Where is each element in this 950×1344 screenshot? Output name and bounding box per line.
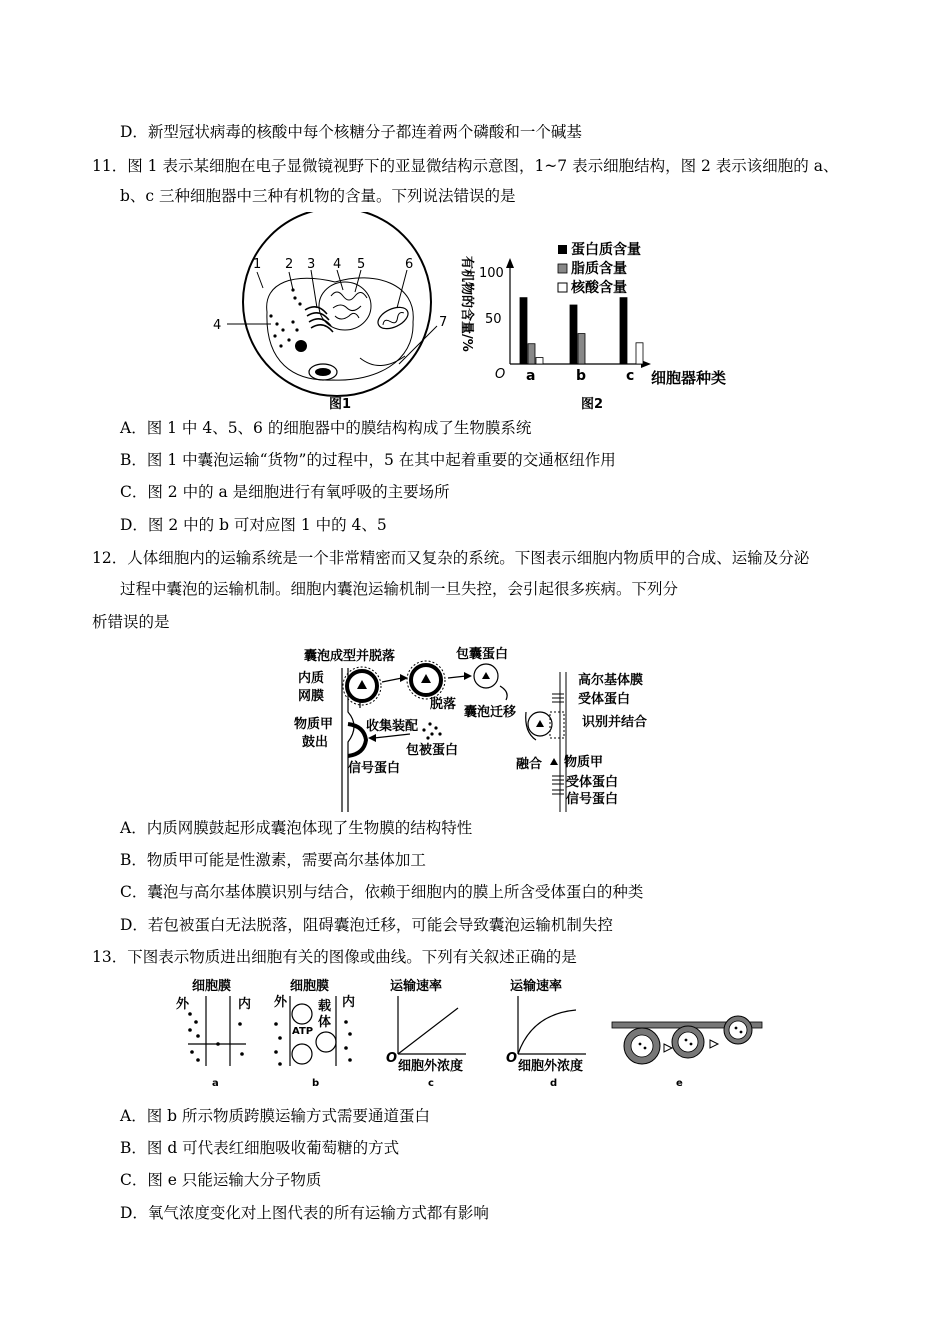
panel-c-origin: O <box>386 1051 398 1066</box>
fig1-label-6: 6 <box>405 257 414 272</box>
diag-label-detach: 脱落 <box>430 697 457 712</box>
q10-option-d: D．新型冠状病毒的核酸中每个核糖分子都连着两个磷酸和一个碱基 <box>120 123 582 141</box>
fig1-caption: 图1 <box>329 397 352 412</box>
fig1-label-4-left: 4 <box>213 318 222 333</box>
q12-vesicle-diagram <box>290 642 670 812</box>
q11-option-d: D．图 2 中的 b 可对应图 1 中的 4、5 <box>120 516 387 534</box>
fig1-label-5: 5 <box>357 257 366 272</box>
category-label-a: a <box>526 368 536 384</box>
panel-c-title: 运输速率 <box>390 979 443 994</box>
panel-b-caption: b <box>312 1078 320 1089</box>
diag-label-sub2: 鼓出 <box>302 735 329 750</box>
q11-stem-line2: b、c 三种细胞器中三种有机物的含量。下列说法错误的是 <box>120 187 516 205</box>
q11-option-c: C．图 2 中的 a 是细胞进行有氧呼吸的主要场所 <box>120 483 450 501</box>
chart-tick-50: 50 <box>485 311 502 327</box>
diag-label-signal2: 信号蛋白 <box>566 792 619 807</box>
docking-vesicle <box>528 712 564 738</box>
panel-d-xlabel: 细胞外浓度 <box>518 1059 584 1074</box>
fig1-label-1: 1 <box>253 257 262 272</box>
diag-label-coated: 包被蛋白 <box>406 743 459 758</box>
diag-label-er1: 内质 <box>298 671 325 686</box>
coat-protein-dots <box>422 722 441 739</box>
chart-origin: O <box>495 367 506 382</box>
panel-a-title: 细胞膜 <box>192 979 232 994</box>
q13-option-a: A．图 b 所示物质跨膜运输方式需要通道蛋白 <box>120 1107 430 1125</box>
diag-label-form: 囊泡成型并脱落 <box>304 649 396 664</box>
q12-option-b: B．物质甲可能是性激素，需要高尔基体加工 <box>120 851 426 869</box>
panel-a-caption: a <box>212 1078 219 1089</box>
diag-label-signal: 信号蛋白 <box>348 761 401 776</box>
fig1-label-2: 2 <box>285 257 294 272</box>
legend-swatch-protein <box>558 245 567 254</box>
chart-legend <box>558 241 641 296</box>
panel-a-molecules <box>188 1012 244 1062</box>
chart-y-arrow <box>506 258 514 268</box>
panel-b-out: 外 <box>274 995 288 1010</box>
diag-label-receptor: 受体蛋白 <box>578 692 631 707</box>
q12-option-a: A．内质网膜鼓起形成囊泡体现了生物膜的结构特性 <box>120 819 473 837</box>
panel-c-caption: c <box>428 1078 434 1089</box>
q12-stem-line2: 过程中囊泡的运输机制。细胞内囊泡运输机制一旦失控，会引起很多疾病。下列分 <box>120 580 679 598</box>
q11-option-b: B．图 1 中囊泡运输“货物”的过程中，5 在其中起着重要的交通枢纽作用 <box>120 451 616 469</box>
q11-option-a: A．图 1 中 4、5、6 的细胞器中的膜结构构成了生物膜系统 <box>120 419 532 437</box>
panel-a-in: 内 <box>238 997 252 1012</box>
category-label-c: c <box>626 368 635 384</box>
bar-b-lipid <box>578 334 585 364</box>
diag-label-recog: 识别并结合 <box>582 715 648 730</box>
q13-option-c: C．图 e 只能运输大分子物质 <box>120 1171 322 1189</box>
mitochondrion <box>375 303 412 333</box>
bar-a-nucleic <box>536 358 543 364</box>
q13-option-b: B．图 d 可代表红细胞吸收葡萄糖的方式 <box>120 1139 400 1157</box>
q11-figure2-chart <box>455 238 745 413</box>
budding-vesicle <box>348 724 366 756</box>
legend-lipid: 脂质含量 <box>571 261 627 277</box>
diag-label-sub1: 物质甲 <box>294 717 334 732</box>
diag-label-fuse: 融合 <box>516 757 543 772</box>
diag-label-receptor2: 受体蛋白 <box>566 775 619 790</box>
panel-b-carrier2: 体 <box>318 1015 332 1030</box>
panel-a-out: 外 <box>176 997 190 1012</box>
fig1-label-3: 3 <box>307 257 316 272</box>
q12-stem-line1: 12．人体细胞内的运输系统是一个非常精密而又复杂的系统。下图表示细胞内物质甲的合成、运输及分泌 <box>92 549 810 567</box>
fig1-label-4: 4 <box>333 257 342 272</box>
legend-protein: 蛋白质含量 <box>571 242 641 258</box>
legend-swatch-lipid <box>558 264 567 273</box>
diag-label-collect: 收集装配 <box>366 719 419 734</box>
vacuole <box>309 364 337 380</box>
panel-e-caption: e <box>676 1078 683 1089</box>
golgi-membrane <box>552 672 566 812</box>
bar-c-protein <box>620 298 627 364</box>
diag-label-er2: 网膜 <box>298 689 325 704</box>
bar-a-lipid <box>528 344 535 364</box>
uncoated-vesicle <box>474 664 498 688</box>
diag-label-migrate: 囊泡迁移 <box>464 705 517 720</box>
q12-option-c: C．囊泡与高尔基体膜识别与结合，依赖于细胞内的膜上所含受体蛋白的种类 <box>120 883 644 901</box>
er-dots <box>269 288 301 347</box>
released-substance <box>550 758 558 765</box>
panel-d-caption: d <box>550 1078 558 1089</box>
coated-vesicle-left <box>343 667 381 705</box>
bar-c-nucleic <box>636 343 643 364</box>
coated-vesicle-mid <box>407 661 445 699</box>
chart-y-label: 有机物的含量/% <box>459 256 474 352</box>
category-label-b: b <box>576 368 587 384</box>
panel-d-origin: O <box>506 1051 518 1066</box>
fig1-label-7: 7 <box>439 315 448 330</box>
panel-b-carrier1: 载 <box>318 999 332 1014</box>
panel-c-graph <box>398 996 466 1054</box>
centriole-gear <box>295 340 307 352</box>
q12-option-d: D．若包被蛋白无法脱落，阻碍囊泡迁移，可能会导致囊泡运输机制失控 <box>120 916 613 934</box>
panel-c-xlabel: 细胞外浓度 <box>398 1059 464 1074</box>
panel-b-atp: ATP <box>292 1026 314 1037</box>
chart-caption: 图2 <box>581 397 604 412</box>
q13-option-d: D．氧气浓度变化对上图代表的所有运输方式都有影响 <box>120 1204 489 1222</box>
diag-label-coat: 包囊蛋白 <box>456 647 509 662</box>
q13-stem: 13．下图表示物质进出细胞有关的图像或曲线。下列有关叙述正确的是 <box>92 948 577 966</box>
bar-a-protein <box>520 298 527 364</box>
q11-stem-line1: 11．图 1 表示某细胞在电子显微镜视野下的亚显微结构示意图，1~7 表示细胞结构，图 2 表示该细胞的 a、 <box>92 157 839 175</box>
bar-b-protein <box>570 305 577 364</box>
membrane-fold <box>360 356 405 366</box>
legend-swatch-nucleic <box>558 283 567 292</box>
panel-e-endocytosis <box>612 1016 762 1064</box>
diag-label-golgi: 高尔基体膜 <box>578 673 644 688</box>
chart-x-label: 细胞器种类 <box>651 369 727 387</box>
q13-figures <box>172 974 772 1092</box>
nucleus <box>319 282 371 330</box>
panel-d-title: 运输速率 <box>510 979 563 994</box>
panel-d-graph <box>518 996 586 1054</box>
chart-tick-100: 100 <box>479 265 504 281</box>
panel-b-title: 细胞膜 <box>290 979 330 994</box>
panel-b-in: 内 <box>342 995 356 1010</box>
cell-outline-circle <box>243 212 431 396</box>
q12-stem-line3: 析错误的是 <box>92 613 170 631</box>
legend-nucleic: 核酸含量 <box>571 280 627 296</box>
q11-figure1 <box>205 212 465 412</box>
diag-label-subA: 物质甲 <box>564 755 604 770</box>
